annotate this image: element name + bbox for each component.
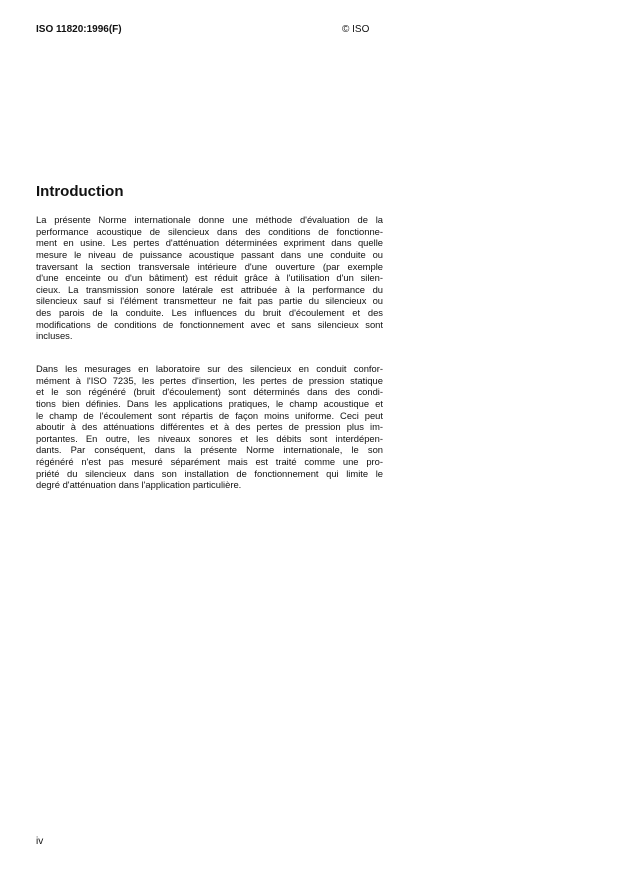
text-line: incluses. [36, 330, 73, 342]
text-line: portantes. En outre, les niveaux sonores et les débits sont interdépen- [36, 432, 383, 444]
copyright-notice: © ISO [342, 24, 370, 35]
text-line: traversant la section transversale intérieure d'une ouverture (par exemple [36, 260, 383, 272]
text-line: ment en usine. Les pertes d'atténuation déterminées expriment dans quelle [36, 237, 383, 249]
page-number: iv [36, 836, 44, 847]
text-line: d'une enceinte ou d'un bâtiment) est réduit grâce à l'utilisation d'un silen- [36, 272, 383, 284]
text-line: régénéré n'est pas mesuré séparément mais est traité comme une pro- [36, 456, 383, 468]
text-line: tions bien définies. Dans les applications pratiques, le champ acoustique et [36, 397, 383, 409]
text-line: performance acoustique de silencieux dans des conditions de fonctionne- [36, 225, 383, 237]
text-line: silencieux sauf si l'élément transmetteur ne fait pas partie du silencieux ou [36, 295, 383, 307]
text-line: des parois de la conduite. Les influences du bruit d'écoulement et des [36, 307, 383, 319]
text-line: Dans les mesurages en laboratoire sur des silencieux en conduit confor- [36, 363, 383, 374]
text-line: degré d'atténuation dans l'application particulière. [36, 479, 242, 491]
paragraph-2 [36, 363, 383, 491]
section-title: Introduction [36, 183, 124, 200]
text-line: dants. Par conséquent, dans la présente Norme internationale, le son [36, 444, 383, 456]
paragraph-1 [36, 214, 383, 342]
text-line: et le son régénéré (bruit d'écoulement) sont déterminés dans des condi- [36, 386, 383, 398]
text-line: aboutir à des atténuations différentes et à des pertes de pression plus im- [36, 421, 383, 433]
text-line: mément à l'ISO 7235, les pertes d'insertion, les pertes de pression statique [36, 374, 383, 386]
text-line: cieux. La transmission sonore latérale est attribuée à la performance du [36, 283, 383, 295]
text-line: modifications de conditions de fonctionnement avec et sans silencieux sont [36, 318, 383, 330]
text-line: priété du silencieux dans son installation de fonctionnement qui limite le [36, 467, 383, 479]
text-line: mesure le niveau de puissance acoustique passant dans une conduite ou [36, 248, 383, 260]
document-id: ISO 11820:1996(F) [36, 24, 122, 35]
text-line: le champ de l'écoulement sont répartis de façon moins uniforme. Ceci peut [36, 409, 383, 421]
text-line: La présente Norme internationale donne une méthode d'évaluation de la [36, 214, 383, 225]
